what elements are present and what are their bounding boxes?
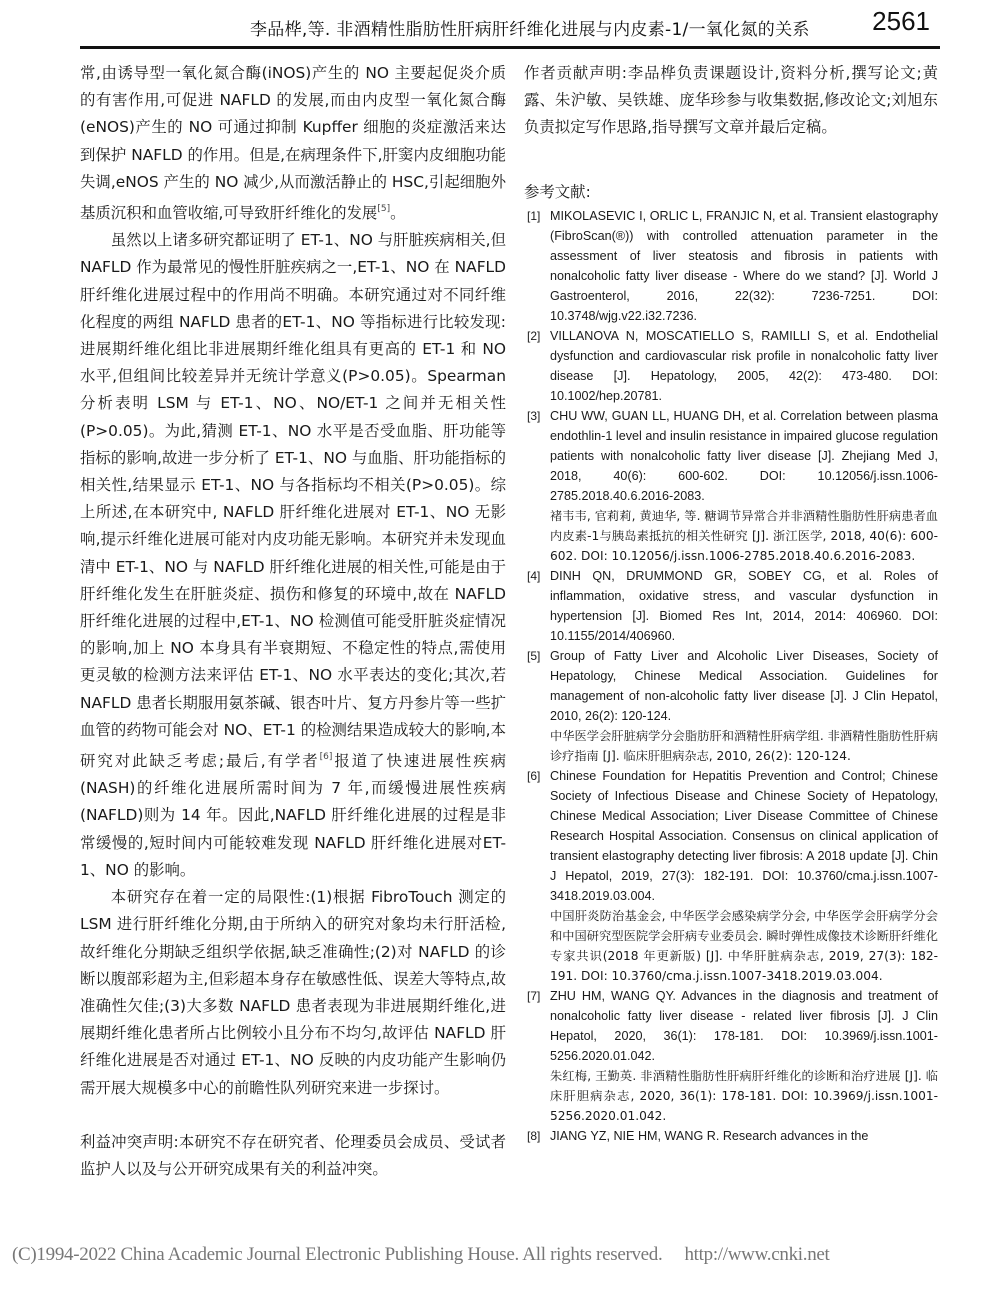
reference-text-en: DINH QN, DRUMMOND GR, SOBEY CG, et al. Roles of inflammation, oxidative stress, and vascular dysfunction in hypertension [J]. Biomed Res Int, 2014, 2014: 406960. DOI: 10.1155/2014/406960. xyxy=(550,568,938,643)
reference-text-en: CHU WW, GUAN LL, HUANG DH, et al. Correlation between plasma endothlin-1 level and insulin resistance in impaired glucose regulation patients with nonalcoholic fatty liver disease [J]. Zhejiang Med J, 2018, 40(6): 600-602. DOI: 10.12056/j.issn.1006-2785.2018.40.6.2016-2083. xyxy=(550,408,938,503)
reference-text-en: Chinese Foundation for Hepatitis Prevention and Control; Chinese Society of Infectious Disease and Chinese Society of Hepatology, Chinese Medical Association; Liver Disease Committee of Chinese Research Hospital Association. Consensus on clinical application of transient elastography detecting liver fibrosis: A 2018 update [J]. Chin J Hepatol, 2019, 27(3): 182-191. DOI: 10.3760/cma.j.issn.1007-3418.2019.03.004. xyxy=(550,768,938,903)
reference-item xyxy=(524,566,938,646)
references-heading: 参考文献: xyxy=(524,182,591,201)
right-column xyxy=(524,60,938,1146)
reference-item xyxy=(524,986,938,1126)
page-header xyxy=(80,0,940,49)
reference-number: [1] xyxy=(527,208,541,223)
reference-item xyxy=(524,326,938,406)
running-title: 李品桦,等. 非酒精性脂肪性肝病肝纤维化进展与内皮素-1/一氧化氮的关系 xyxy=(250,20,810,40)
conflict-of-interest-statement: 利益冲突声明:本研究不存在研究者、伦理委员会成员、受试者监护人以及与公开研究成果有关的利益冲突。 xyxy=(80,1132,506,1178)
reference-number: [8] xyxy=(527,1128,541,1143)
reference-list xyxy=(524,206,938,1146)
page-number: 2561 xyxy=(872,6,930,36)
reference-text-en: JIANG YZ, NIE HM, WANG R. Research advances in the xyxy=(550,1128,869,1143)
paragraph-text: 虽然以上诸多研究都证明了 ET-1、NO 与肝脏疾病相关,但 NAFLD 作为最常见的慢性肝脏疾病之一,ET-1、NO 在 NAFLD 肝纤维化进展过程中的作用尚不明确。本研究通过对不同纤维化程度的两组 NAFLD 患者的ET-1、NO 等指标进行比较发现:进展期纤维化组比非进展期纤维化组具有更高的 ET-1 和 NO 水平,但组间比较差异并无统计学意义(P>0.05)。Spearman 分析表明 LSM 与 ET-1、NO、NO/ET-1 之间并无相关性(P>0.05)。为此,猜测 ET-1、NO 水平是否受血脂、肝功能等指标的影响,故进一步分析了 ET-1、NO 与血脂、肝功能指标的相关性,结果显示 ET-1、NO 与各指标均不相关(P>0.05)。综上所述,在本研究中, NAFLD 肝纤维化进展对 ET-1、NO 无影响,提示纤维化进展可能对内皮功能无影响。本研究并未发现血清中 ET-1、NO 与 NAFLD 肝纤维化进展的相关性,可能是由于肝纤维化发生在肝脏炎症、损伤和修复的环境中,故在 NAFLD 肝纤维化进展的过程中,ET-1、NO 检测值可能受肝脏炎症情况的影响,加上 NO 本身具有半衰期短、不稳定性的特点,需使用更灵敏的检测方法来评估 ET-1、NO 水平表达的变化;其次,若 NAFLD 患者长期服用氨茶碱、银杏叶片、复方丹参片等一些扩血管的药物可能会对 NO、ET-1 的检测结果造成较大的影响,本研究对此缺乏考虑;最后,有学者 xyxy=(80,231,506,771)
reference-text-cn: 褚韦韦, 官莉莉, 黄迪华, 等. 糖调节异常合并非酒精性脂肪性肝病患者血内皮素-1与胰岛素抵抗的相关性研究 [J]. 浙江医学, 2018, 40(6): 600-602. DOI: 10.12056/j.issn.1006-2785.2018.40.6.2016-2083. xyxy=(550,508,938,563)
reference-text-en: MIKOLASEVIC I, ORLIC L, FRANJIC N, et al. Transient elastography (FibroScan(®)) with controlled attenuation parameter in the assessment of liver steatosis and fibrosis in patients with nonalcoholic fatty liver disease - Where do we stand? [J]. World J Gastroenterol, 2016, 22(32): 7236-7251. DOI: 10.3748/wjg.v22.i32.7236. xyxy=(550,208,938,323)
reference-text-en: Group of Fatty Liver and Alcoholic Liver Diseases, Society of Hepatology, Chinese Medical Association. Guidelines for management of non-alcoholic fatty liver disease [J]. J Clin Hepatol, 2010, 26(2): 120-124. xyxy=(550,648,938,723)
cnki-link[interactable]: http://www.cnki.net xyxy=(684,1244,830,1265)
copyright-footer xyxy=(12,1244,830,1266)
reference-item xyxy=(524,766,938,986)
reference-number: [3] xyxy=(527,408,541,423)
reference-item xyxy=(524,206,938,326)
spacer xyxy=(524,142,938,169)
spacer xyxy=(80,1102,506,1129)
reference-number: [5] xyxy=(527,648,541,663)
reference-text-cn: 朱红梅, 王勤英. 非酒精性脂肪性肝病肝纤维化的诊断和治疗进展 [J]. 临床肝胆病杂志, 2020, 36(1): 178-181. DOI: 10.3969/j.issn.1001-5256.2020.01.042. xyxy=(550,1068,938,1123)
reference-text-cn: 中华医学会肝脏病学分会脂肪肝和酒精性肝病学组. 非酒精性脂肪性肝病诊疗指南 [J]. 临床肝胆病杂志, 2010, 26(2): 120-124. xyxy=(550,728,938,763)
reference-number: [4] xyxy=(527,568,541,583)
reference-text-en: VILLANOVA N, MOSCATIELLO S, RAMILLI S, et al. Endothelial dysfunction and cardiovascular risk profile in nonalcoholic fatty liver disease [J]. Hepatology, 2005, 42(2): 473-480. DOI: 10.1002/hep.20781. xyxy=(550,328,938,403)
reference-text-cn: 中国肝炎防治基金会, 中华医学会感染病学分会, 中华医学会肝病学分会和中国研究型医院学会肝病专业委员会. 瞬时弹性成像技术诊断肝纤维化专家共识(2018 年更新版) [J]. 中华肝脏病杂志, 2019, 27(3): 182-191. DOI: 10.3760/cma.j.issn.1007-3418.2019.03.004. xyxy=(550,908,938,983)
paragraph-end: 。 xyxy=(390,204,406,223)
left-column xyxy=(80,60,506,1183)
reference-number: [7] xyxy=(527,988,541,1003)
limitations-paragraph: 本研究存在着一定的局限性:(1)根据 FibroTouch 测定的 LSM 进行肝纤维化分期,由于所纳入的研究对象均未行肝活检,故纤维化分期缺乏组织学依据,缺乏准确性;(2)对 NAFLD 的诊断以腹部彩超为主,但彩超本身存在敏感性低、误差大等特点,故准确性欠佳;(3)大多数 NAFLD 患者表现为非进展期纤维化,进展期纤维化患者所占比例较小且分布不均匀,故评估 NAFLD 肝纤维化进展是否对通过 ET-1、NO 反映的内皮功能产生影响仍需开展大规模多中心的前瞻性队列研究来进一步探讨。 xyxy=(80,888,506,1097)
paragraph-text: 常,由诱导型一氧化氮合酶(iNOS)产生的 NO 主要起促炎介质的有害作用,可促进 NAFLD 的发展,而由内皮型一氧化氮合酶(eNOS)产生的 NO 可通过抑制 Kupffer 细胞的炎症激活来达到保护 NAFLD 的作用。但是,在病理条件下,肝窦内皮细胞功能失调,eNOS 产生的 NO 减少,从而激活静止的 HSC,引起细胞外基质沉积和血管收缩,可导致肝纤维化的发展 xyxy=(80,64,506,223)
reference-item xyxy=(524,1126,938,1146)
reference-item xyxy=(524,406,938,566)
discussion-paragraph-2 xyxy=(80,227,506,884)
reference-text-en: ZHU HM, WANG QY. Advances in the diagnosis and treatment of nonalcoholic fatty liver disease - related liver fibrosis [J]. J Clin Hepatol, 2020, 36(1): 178-181. DOI: 10.3969/j.issn.1001-5256.2020.01.042. xyxy=(550,988,938,1063)
copyright-text: (C)1994-2022 China Academic Journal Electronic Publishing House. All rights reserved. xyxy=(12,1244,663,1265)
discussion-paragraph-1 xyxy=(80,60,506,227)
reference-number: [2] xyxy=(527,328,541,343)
paragraph-text-cont: 报道了快速进展性疾病(NASH)的纤维化进展所需时间为 7 年,而缓慢进展性疾病(NAFLD)则为 14 年。因此,NAFLD 肝纤维化进展的过程是非常缓慢的,短时间内可能较难发现 NAFLD 肝纤维化进展对ET-1、NO 的影响。 xyxy=(80,752,506,879)
reference-item xyxy=(524,646,938,766)
citation-5[interactable]: [5] xyxy=(377,204,391,215)
reference-number: [6] xyxy=(527,768,541,783)
author-contribution-statement: 作者贡献声明:李品桦负责课题设计,资料分析,撰写论文;黄露、朱沪敏、吴铁雄、庞华珍参与收集数据,修改论文;刘旭东负责拟定写作思路,指导撰写文章并最后定稿。 xyxy=(524,64,938,137)
citation-6[interactable]: [6] xyxy=(319,752,333,763)
